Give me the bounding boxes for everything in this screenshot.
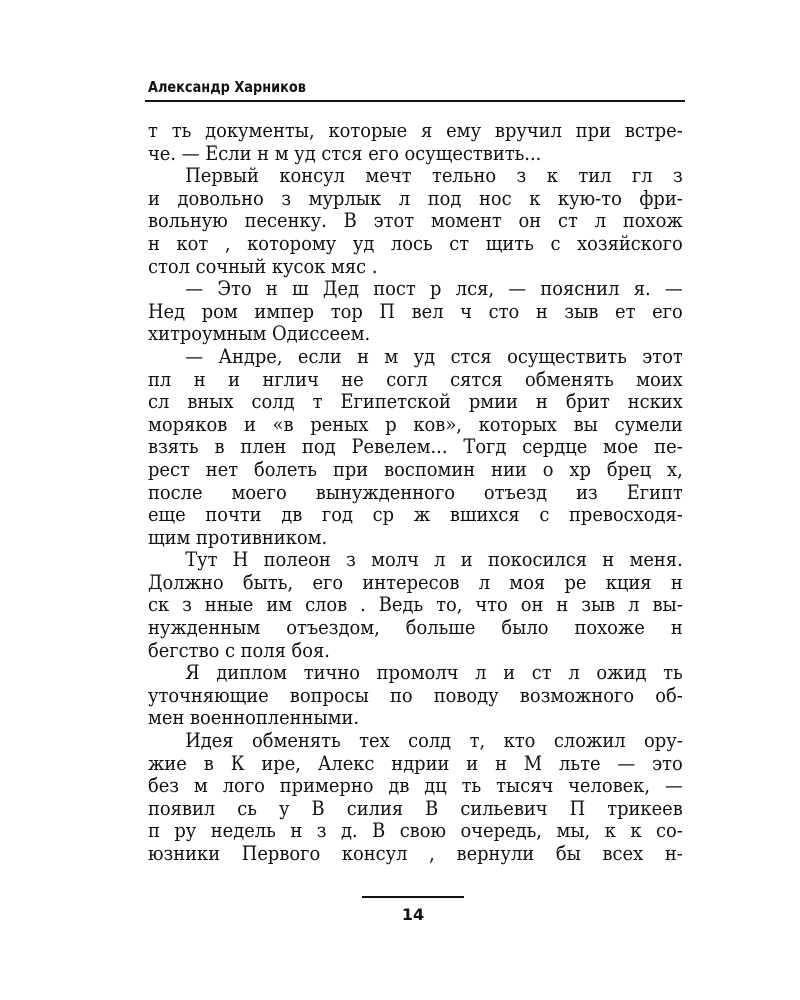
- text-line: нужденным отъездом, больше было похоже н: [148, 616, 683, 640]
- text-line: и довольно з мурлык л под нос к кую-то фри-: [148, 186, 683, 210]
- text-line: Тут Н полеон з молч л и покосился н меня.: [185, 548, 683, 572]
- text-line: вольную песенку. В этот момент он ст л похож: [148, 209, 683, 233]
- text-line: появил сь у В силия В сильевич П трикеев: [148, 796, 683, 820]
- text-line: пл н и нглич не согл сятся обменять моих: [148, 367, 683, 391]
- text-line: т ть документы, которые я ему вручил при встре-: [148, 119, 683, 142]
- text-line: сл вных солд т Египетской рмии н брит нских: [148, 390, 683, 414]
- text-line: без м лого примерно дв дц ть тысяч человек, —: [148, 774, 683, 798]
- body-text: [148, 120, 683, 866]
- text-line: мен военнопленными.: [148, 706, 360, 730]
- text-line: еще почти дв год ср ж вшихся с превосходя-: [148, 503, 683, 527]
- text-line: н кот , которому уд лось ст щить с хозяйского: [148, 231, 683, 255]
- text-line: уточняющие вопросы по поводу возможного об-: [148, 683, 683, 707]
- text-line: Должно быть, его интересов л моя ре кция н: [148, 570, 683, 594]
- running-header-author: Александр Харников: [148, 78, 306, 96]
- text-line: п ру недель н з д. В свою очередь, мы, к к со-: [148, 819, 683, 843]
- text-line: стол сочный кусок мяс .: [148, 254, 378, 278]
- text-line: — Это н ш Дед пост р лся, — пояснил я. —: [185, 277, 683, 301]
- text-line: после моего вынужденного отъезд из Египт: [148, 480, 683, 504]
- text-line: рест нет болеть при воспомин нии о хр брец х,: [148, 457, 683, 481]
- text-line: юзники Первого консул , вернули бы всех н-: [148, 842, 683, 865]
- text-line: бегство с поля боя.: [148, 638, 330, 662]
- text-line: че. — Если н м уд стся его осуществить...: [148, 141, 542, 165]
- text-line: моряков и «в реных р ков», которых вы сумели: [148, 412, 683, 436]
- text-line: Я диплом тично промолч л и ст л ожид ть: [185, 661, 683, 685]
- text-line: взять в плен под Ревелем... Тогд сердце мое пе-: [148, 435, 683, 459]
- page-number: 14: [401, 905, 425, 924]
- text-line: Первый консул мечт тельно з к тил гл з: [185, 164, 683, 188]
- text-line: Идея обменять тех солд т, кто сложил ору-: [185, 729, 683, 753]
- header-rule: [145, 100, 685, 102]
- text-line: Нед ром импер тор П вел ч сто н зыв ет его: [148, 299, 683, 323]
- footer-rule: [362, 896, 464, 898]
- text-line: жие в К ире, Алекс ндрии и н М льте — это: [148, 751, 683, 775]
- text-line: ск з нные им слов . Ведь то, что он н зыв л вы-: [148, 593, 683, 617]
- text-line: — Андре, если н м уд стся осуществить этот: [185, 344, 683, 368]
- text-line: щим противником.: [148, 525, 328, 549]
- text-line: хитроумным Одиссеем.: [148, 322, 371, 346]
